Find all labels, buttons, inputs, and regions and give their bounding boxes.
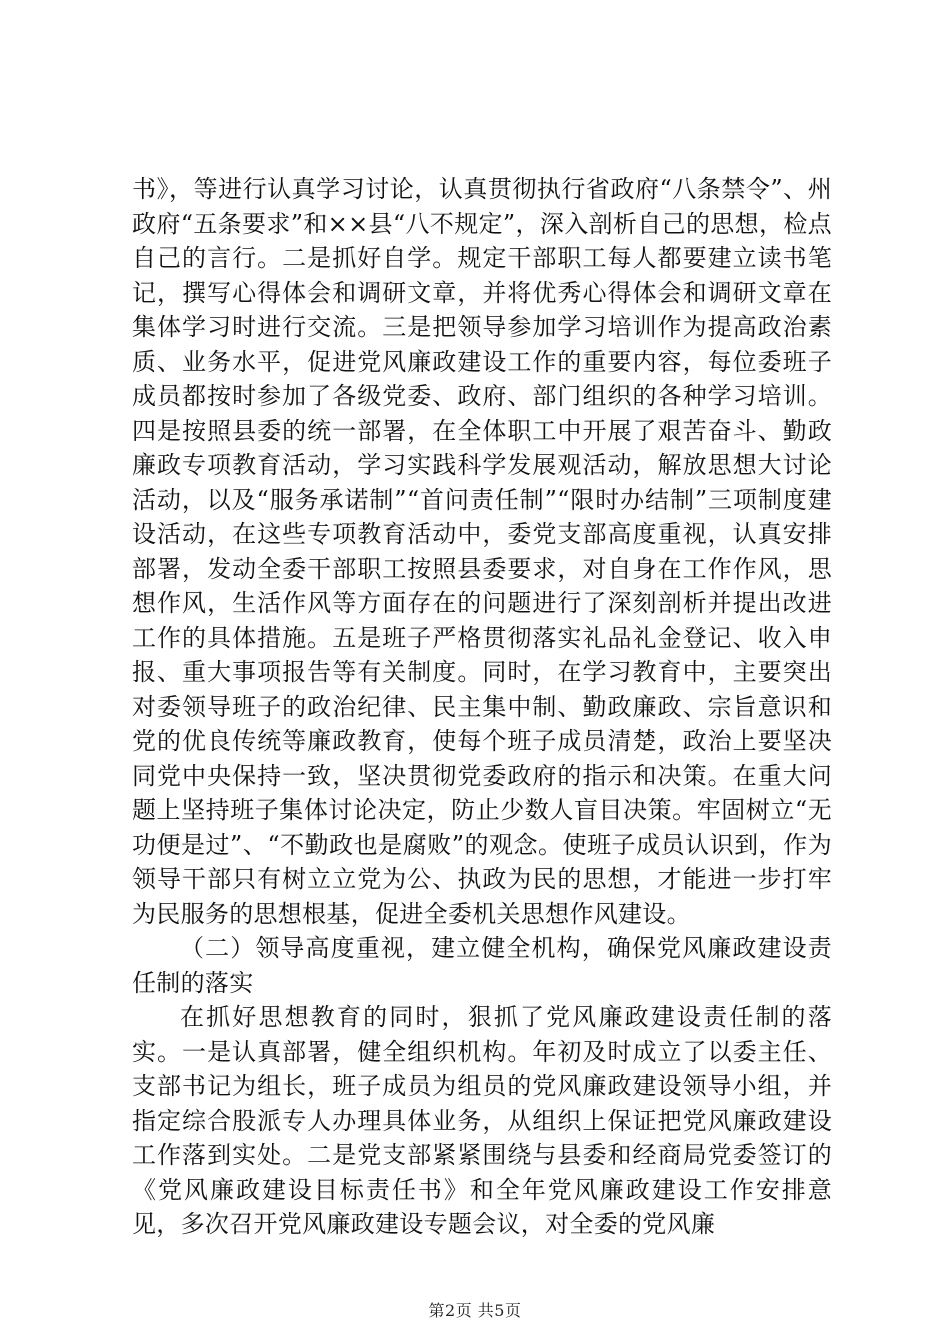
paragraph: 在抓好思想教育的同时，狠抓了党风廉政建设责任制的落实。一是认真部署，健全组织机构。年初及时成立了以委主任、支部书记为组长，班子成员为组员的党风廉政建设领导小组，并指定综合股派专人办理具体业务，从组织上保证把党风廉政建设工作落到实处。二是党支部紧紧围绕与县委和经商局党委签订的《党风廉政建设目标责任书》和全年党风廉政建设工作安排意见，多次召开党风廉政建设专题会议，对全委的党风廉 (132, 1003, 832, 1238)
document-body (132, 172, 832, 1242)
paragraph-continued: 书》，等进行认真学习讨论，认真贯彻执行省政府“八条禁令”、州政府“五条要求”和××县“八不规定”，深入剖析自己的思想，检点自己的言行。二是抓好自学。规定干部职工每人都要建立读书笔记，撰写心得体会和调研文章，并将优秀心得体会和调研文章在集体学习时进行交流。三是把领导参加学习培训作为提高政治素质、业务水平，促进党风廉政建设工作的重要内容，每位委班子成员都按时参加了各级党委、政府、部门组织的各种学习培训。四是按照县委的统一部署，在全体职工中开展了艰苦奋斗、勤政廉政专项教育活动，学习实践科学发展观活动，解放思想大讨论活动，以及“服务承诺制”“首问责任制”“限时办结制”三项制度建设活动，在这些专项教育活动中，委党支部高度重视，认真安排部署，发动全委干部职工按照县委要求，对自身在工作作风，思想作风，生活作风等方面存在的问题进行了深刻剖析并提出改进工作的具体措施。五是班子严格贯彻落实礼品礼金登记、收入申报、重大事项报告等有关制度。同时，在学习教育中，主要突出对委领导班子的政治纪律、民主集中制、勤政廉政、宗旨意识和党的优良传统等廉政教育，使每个班子成员清楚，政治上要坚决同党中央保持一致，坚决贯彻党委政府的指示和决策。在重大问题上坚持班子集体讨论决定，防止少数人盲目决策。牢固树立“无功便是过”、“不勤政也是腐败”的观念。使班子成员认识到，作为领导干部只有树立立党为公、执政为民的思想，才能进一步打牢为民服务的思想根基，促进全委机关思想作风建设。 (132, 175, 832, 928)
section-heading: （二）领导高度重视，建立健全机构，确保党风廉政建设责任制的落实 (132, 934, 832, 997)
page-footer (0, 1298, 950, 1321)
page-number: 第2页 共5页 (428, 1301, 522, 1320)
